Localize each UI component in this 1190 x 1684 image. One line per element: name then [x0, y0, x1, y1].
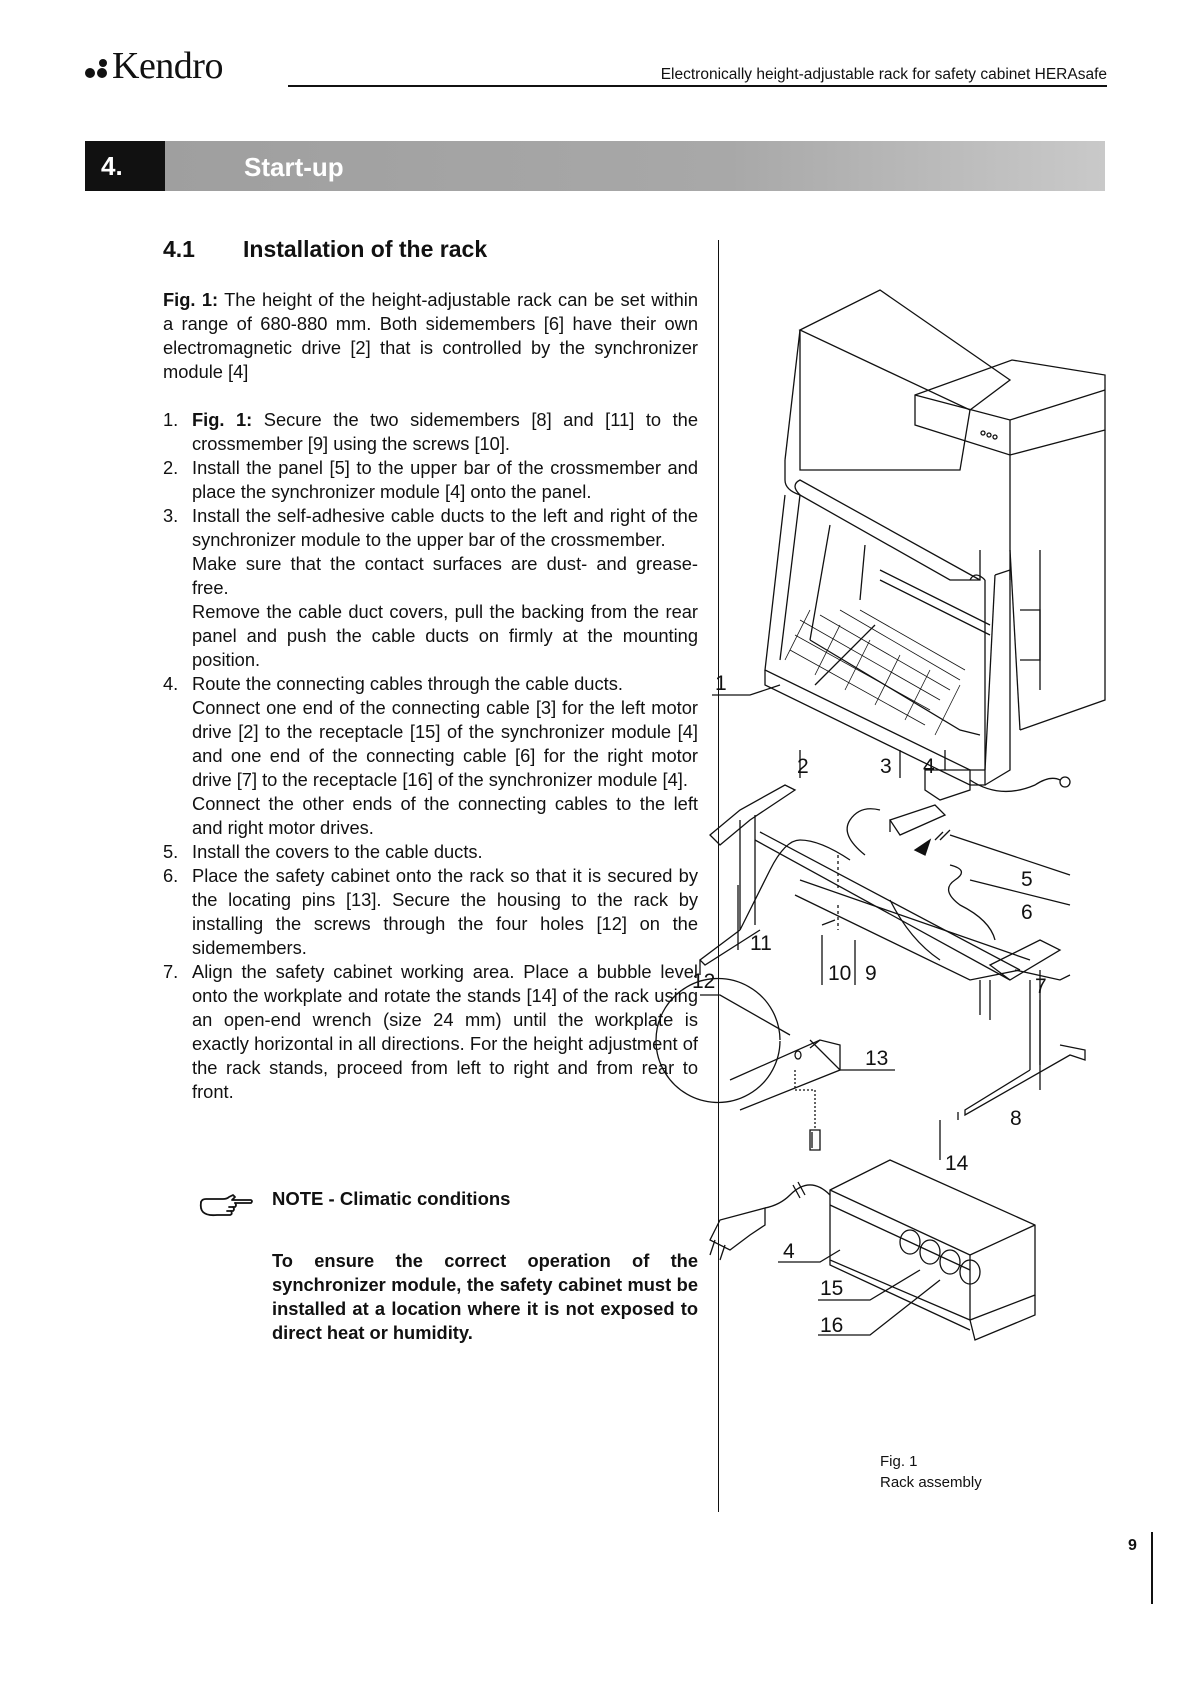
callout-5: 5 [1021, 868, 1033, 891]
figure-caption-title: Rack assembly [880, 1474, 982, 1491]
step-text: Install the panel [5] to the upper bar of the crossmember and place the synchronizer module [4] onto the panel. [192, 457, 698, 502]
callout-14: 14 [945, 1152, 969, 1175]
step-text: Place the safety cabinet onto the rack so that it is secured by the locating pins [13]. Secure the housing to the rack by installing the screws through the four holes [12] on the sidemembers. [192, 865, 698, 958]
page-number-rule [1151, 1532, 1153, 1604]
step-number: 5. [163, 841, 179, 862]
step-text: Install the self-adhesive cable ducts to the left and right of the synchronizer module to the upper bar of the crossmember. [192, 505, 698, 550]
instruction-step [163, 456, 698, 504]
section-title: Installation of the rack [243, 236, 488, 262]
chapter-title: Start-up [244, 152, 344, 182]
callout-12-leader [700, 995, 790, 1035]
note-title: NOTE - Climatic conditions [272, 1188, 511, 1209]
callout-7: 7 [1035, 975, 1047, 998]
step-paragraph [192, 456, 698, 504]
section-number: 4.1 [163, 236, 195, 262]
step-text: Secure the two sidemembers [8] and [11] to the crossmember [9] using the screws [10]. [192, 409, 699, 454]
callout-15: 15 [820, 1277, 844, 1300]
column-divider [718, 240, 719, 1512]
callout-6-leader [970, 880, 1070, 905]
callout-5-leader [950, 835, 1070, 875]
step-text: Make sure that the contact surfaces are dust- and grease-free. [192, 553, 698, 598]
document-title: Electronically height-adjustable rack for safety cabinet HERAsafe [660, 66, 1107, 83]
figure-caption-number: Fig. 1 [880, 1453, 918, 1470]
step-number: 4. [163, 673, 179, 694]
callout-10: 10 [828, 962, 852, 985]
note-text: To ensure the correct operation of the synchronizer module, the safety cabinet must be installed at a location where it is not exposed to direct heat or humidity. [272, 1250, 698, 1343]
step-number: 2. [163, 457, 179, 478]
callout-3: 3 [880, 755, 892, 778]
instruction-step [163, 504, 698, 672]
step-number: 1. [163, 409, 179, 430]
step-paragraph [192, 840, 698, 864]
callout-16: 16 [820, 1314, 844, 1337]
step-number: 3. [163, 505, 179, 526]
logo-text: Kendro [112, 45, 223, 87]
step-text: Install the covers to the cable ducts. [192, 841, 483, 862]
step-paragraph [192, 864, 698, 960]
callout-2: 2 [797, 755, 809, 778]
page-number: 9 [1128, 1537, 1137, 1554]
step-paragraph [192, 960, 698, 1104]
callout-4b: 4 [783, 1240, 795, 1263]
step-lead: Fig. 1: [192, 409, 253, 430]
callout-6: 6 [1021, 901, 1033, 924]
step-paragraph [192, 600, 698, 672]
step-text: Remove the cable duct covers, pull the backing from the rear panel and push the cable ducts on firmly at the mounting position. [192, 601, 698, 670]
step-text: Connect the other ends of the connecting cables to the left and right motor drives. [192, 793, 698, 838]
step-number: 6. [163, 865, 179, 886]
pointing-hand-icon [199, 1192, 253, 1227]
intro-text: The height of the height-adjustable rack can be set within a range of 680-880 mm. Both sidemembers [6] have their own electromagnetic drive [2] that is controlled by the synchronizer module [4] [163, 289, 698, 382]
synchronizer-module-drawing [710, 1160, 1035, 1340]
logo-dots-icon [84, 58, 110, 80]
instruction-step [163, 960, 698, 1104]
step-paragraph [192, 792, 698, 840]
callout-13: 13 [865, 1047, 889, 1070]
callout-9: 9 [865, 962, 877, 985]
step-paragraph [192, 504, 698, 552]
step-text: Route the connecting cables through the cable ducts. [192, 673, 623, 694]
instruction-step [163, 672, 698, 840]
step-paragraph [192, 552, 698, 600]
intro-paragraph [163, 288, 698, 384]
kendro-logo [84, 44, 223, 88]
chapter-number: 4. [85, 141, 165, 191]
instruction-step [163, 408, 698, 456]
header-rule [288, 85, 1107, 87]
step-text: Connect one end of the connecting cable [3] for the left motor drive [2] to the receptacle [15] of the synchronizer module [4] and one end of the connecting cable [6] for the right motor drive [7] to the receptacle [16] of the synchronizer module [4]. [192, 697, 698, 790]
callout-1: 1 [715, 672, 727, 695]
step-paragraph [192, 408, 698, 456]
instruction-step [163, 840, 698, 864]
callout-4: 4 [923, 755, 935, 778]
rack-assembly-figure [692, 280, 1115, 1425]
step-text: Align the safety cabinet working area. Place a bubble level onto the workplate and rotate the stands [14] of the rack using an open-end wrench (size 24 mm) until the workplate is exactly horizontal in all directions. For the height adjustment of the rack stands, proceed from left to right and from rear to front. [192, 961, 698, 1102]
callout-12: 12 [692, 970, 716, 993]
callout-8: 8 [1010, 1107, 1022, 1130]
safety-cabinet-drawing [765, 290, 1105, 785]
callout-11: 11 [750, 932, 772, 955]
instruction-step [163, 864, 698, 960]
intro-lead: Fig. 1: [163, 289, 219, 310]
step-number: 7. [163, 961, 179, 982]
instruction-list [163, 408, 698, 1104]
step-paragraph [192, 672, 698, 696]
step-paragraph [192, 696, 698, 792]
